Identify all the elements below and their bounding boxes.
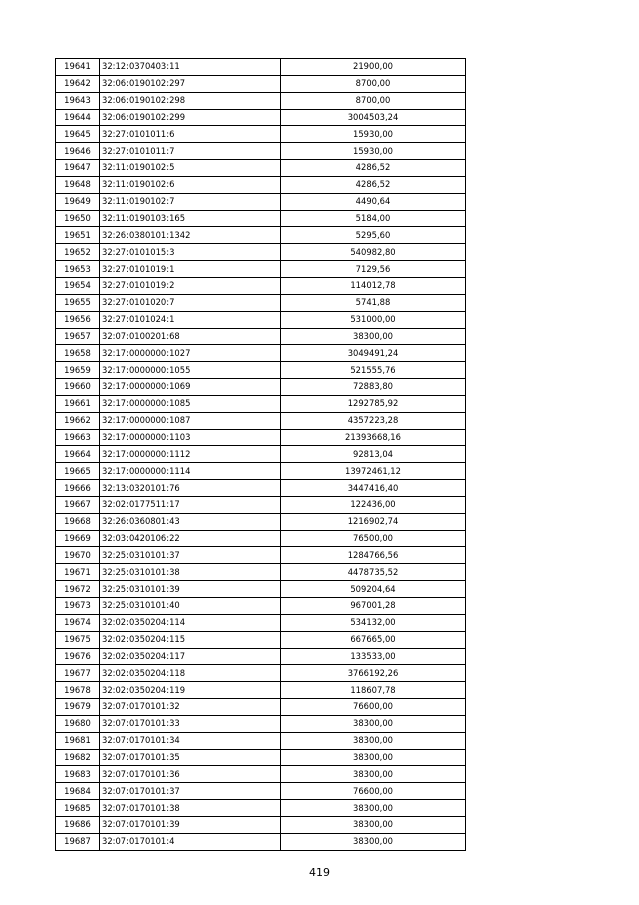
value-cell: 72883,80 — [281, 379, 466, 396]
row-number-cell: 19682 — [56, 749, 100, 766]
value-cell: 7129,56 — [281, 261, 466, 278]
table-row — [56, 715, 466, 732]
cadastral-number-cell: 32:02:0350204:114 — [100, 614, 281, 631]
cadastral-number-cell: 32:27:0101011:6 — [100, 126, 281, 143]
value-cell: 3447416,40 — [281, 480, 466, 497]
row-number-cell: 19665 — [56, 463, 100, 480]
row-number-cell: 19663 — [56, 429, 100, 446]
cadastral-number-cell: 32:02:0350204:117 — [100, 648, 281, 665]
row-number-cell: 19650 — [56, 210, 100, 227]
row-number-cell: 19651 — [56, 227, 100, 244]
value-cell: 540982,80 — [281, 244, 466, 261]
table-row — [56, 480, 466, 497]
row-number-cell: 19686 — [56, 816, 100, 833]
table-row — [56, 598, 466, 615]
value-cell: 4286,52 — [281, 160, 466, 177]
cadastral-number-cell: 32:27:0101015:3 — [100, 244, 281, 261]
table-row — [56, 665, 466, 682]
row-number-cell: 19683 — [56, 766, 100, 783]
table-row — [56, 143, 466, 160]
value-cell: 8700,00 — [281, 75, 466, 92]
row-number-cell: 19670 — [56, 547, 100, 564]
table-row — [56, 126, 466, 143]
table-row — [56, 816, 466, 833]
table-row — [56, 328, 466, 345]
table-row — [56, 463, 466, 480]
cadastral-number-cell: 32:06:0190102:297 — [100, 75, 281, 92]
table-row — [56, 648, 466, 665]
row-number-cell: 19679 — [56, 699, 100, 716]
cadastral-number-cell: 32:11:0190102:7 — [100, 193, 281, 210]
table-row — [56, 631, 466, 648]
row-number-cell: 19671 — [56, 564, 100, 581]
row-number-cell: 19654 — [56, 277, 100, 294]
table-row — [56, 496, 466, 513]
table-row — [56, 530, 466, 547]
table-row — [56, 732, 466, 749]
cadastral-number-cell: 32:06:0190102:299 — [100, 109, 281, 126]
table-row — [56, 92, 466, 109]
row-number-cell: 19664 — [56, 446, 100, 463]
value-cell: 4478735,52 — [281, 564, 466, 581]
value-cell: 5741,88 — [281, 294, 466, 311]
cadastral-number-cell: 32:02:0177511:17 — [100, 496, 281, 513]
row-number-cell: 19659 — [56, 362, 100, 379]
value-cell: 1216902,74 — [281, 513, 466, 530]
value-cell: 3766192,26 — [281, 665, 466, 682]
table-row — [56, 513, 466, 530]
table-row — [56, 547, 466, 564]
cadastral-number-cell: 32:11:0190102:5 — [100, 160, 281, 177]
value-cell: 5184,00 — [281, 210, 466, 227]
cadastral-number-cell: 32:27:0101019:1 — [100, 261, 281, 278]
value-cell: 76500,00 — [281, 530, 466, 547]
cadastral-number-cell: 32:07:0170101:32 — [100, 699, 281, 716]
table-row — [56, 210, 466, 227]
row-number-cell: 19642 — [56, 75, 100, 92]
cadastral-number-cell: 32:07:0170101:38 — [100, 800, 281, 817]
table-row — [56, 261, 466, 278]
row-number-cell: 19666 — [56, 480, 100, 497]
table-row — [56, 277, 466, 294]
cadastral-number-cell: 32:03:0420106:22 — [100, 530, 281, 547]
cadastral-number-cell: 32:27:0101019:2 — [100, 277, 281, 294]
table-row — [56, 800, 466, 817]
cadastral-number-cell: 32:17:0000000:1069 — [100, 379, 281, 396]
row-number-cell: 19687 — [56, 833, 100, 850]
value-cell: 15930,00 — [281, 126, 466, 143]
row-number-cell: 19653 — [56, 261, 100, 278]
value-cell: 21900,00 — [281, 59, 466, 76]
row-number-cell: 19668 — [56, 513, 100, 530]
table-row — [56, 176, 466, 193]
row-number-cell: 19672 — [56, 581, 100, 598]
value-cell: 531000,00 — [281, 311, 466, 328]
cadastral-number-cell: 32:26:0360801:43 — [100, 513, 281, 530]
table-row — [56, 362, 466, 379]
value-cell: 38300,00 — [281, 328, 466, 345]
table-row — [56, 682, 466, 699]
row-number-cell: 19681 — [56, 732, 100, 749]
row-number-cell: 19655 — [56, 294, 100, 311]
row-number-cell: 19661 — [56, 395, 100, 412]
value-cell: 38300,00 — [281, 800, 466, 817]
cadastral-number-cell: 32:17:0000000:1103 — [100, 429, 281, 446]
value-cell: 1292785,92 — [281, 395, 466, 412]
cadastral-number-cell: 32:12:0370403:11 — [100, 59, 281, 76]
table-body — [56, 59, 466, 851]
cadastral-number-cell: 32:17:0000000:1114 — [100, 463, 281, 480]
row-number-cell: 19662 — [56, 412, 100, 429]
value-cell: 4357223,28 — [281, 412, 466, 429]
table-row — [56, 564, 466, 581]
cadastral-number-cell: 32:07:0170101:35 — [100, 749, 281, 766]
value-cell: 1284766,56 — [281, 547, 466, 564]
table-row — [56, 75, 466, 92]
value-cell: 967001,28 — [281, 598, 466, 615]
table-row — [56, 699, 466, 716]
cadastral-number-cell: 32:27:0101020:7 — [100, 294, 281, 311]
value-cell: 521555,76 — [281, 362, 466, 379]
cadastral-number-cell: 32:07:0170101:36 — [100, 766, 281, 783]
cadastral-number-cell: 32:02:0350204:118 — [100, 665, 281, 682]
row-number-cell: 19644 — [56, 109, 100, 126]
cadastral-number-cell: 32:07:0170101:4 — [100, 833, 281, 850]
row-number-cell: 19678 — [56, 682, 100, 699]
cadastral-number-cell: 32:11:0190103:165 — [100, 210, 281, 227]
table-row — [56, 109, 466, 126]
table-row — [56, 412, 466, 429]
page-number: 419 — [309, 866, 330, 879]
value-cell: 534132,00 — [281, 614, 466, 631]
cadastral-number-cell: 32:17:0000000:1112 — [100, 446, 281, 463]
value-cell: 15930,00 — [281, 143, 466, 160]
table-row — [56, 59, 466, 76]
row-number-cell: 19641 — [56, 59, 100, 76]
row-number-cell: 19684 — [56, 783, 100, 800]
cadastral-value-table — [55, 58, 466, 851]
value-cell: 122436,00 — [281, 496, 466, 513]
row-number-cell: 19646 — [56, 143, 100, 160]
cadastral-number-cell: 32:07:0100201:68 — [100, 328, 281, 345]
table-row — [56, 244, 466, 261]
row-number-cell: 19656 — [56, 311, 100, 328]
row-number-cell: 19643 — [56, 92, 100, 109]
table-row — [56, 311, 466, 328]
table-row — [56, 193, 466, 210]
row-number-cell: 19673 — [56, 598, 100, 615]
cadastral-number-cell: 32:07:0170101:33 — [100, 715, 281, 732]
cadastral-number-cell: 32:25:0310101:37 — [100, 547, 281, 564]
table-row — [56, 294, 466, 311]
row-number-cell: 19647 — [56, 160, 100, 177]
cadastral-number-cell: 32:02:0350204:119 — [100, 682, 281, 699]
table-row — [56, 345, 466, 362]
cadastral-number-cell: 32:27:0101024:1 — [100, 311, 281, 328]
row-number-cell: 19667 — [56, 496, 100, 513]
cadastral-number-cell: 32:26:0380101:1342 — [100, 227, 281, 244]
value-cell: 21393668,16 — [281, 429, 466, 446]
table-row — [56, 766, 466, 783]
table-row — [56, 446, 466, 463]
cadastral-number-cell: 32:25:0310101:40 — [100, 598, 281, 615]
row-number-cell: 19674 — [56, 614, 100, 631]
value-cell: 38300,00 — [281, 732, 466, 749]
value-cell: 38300,00 — [281, 816, 466, 833]
table-row — [56, 614, 466, 631]
table-row — [56, 581, 466, 598]
row-number-cell: 19660 — [56, 379, 100, 396]
value-cell: 76600,00 — [281, 783, 466, 800]
row-number-cell: 19658 — [56, 345, 100, 362]
table-row — [56, 379, 466, 396]
cadastral-number-cell: 32:27:0101011:7 — [100, 143, 281, 160]
value-cell: 509204,64 — [281, 581, 466, 598]
cadastral-number-cell: 32:17:0000000:1085 — [100, 395, 281, 412]
cadastral-number-cell: 32:17:0000000:1027 — [100, 345, 281, 362]
cadastral-number-cell: 32:07:0170101:39 — [100, 816, 281, 833]
cadastral-number-cell: 32:25:0310101:39 — [100, 581, 281, 598]
value-cell: 4490,64 — [281, 193, 466, 210]
table-row — [56, 429, 466, 446]
table-row — [56, 833, 466, 850]
cadastral-number-cell: 32:06:0190102:298 — [100, 92, 281, 109]
value-cell: 4286,52 — [281, 176, 466, 193]
value-cell: 133533,00 — [281, 648, 466, 665]
cadastral-number-cell: 32:25:0310101:38 — [100, 564, 281, 581]
row-number-cell: 19676 — [56, 648, 100, 665]
row-number-cell: 19652 — [56, 244, 100, 261]
row-number-cell: 19649 — [56, 193, 100, 210]
row-number-cell: 19669 — [56, 530, 100, 547]
value-cell: 38300,00 — [281, 833, 466, 850]
value-cell: 38300,00 — [281, 715, 466, 732]
cadastral-number-cell: 32:17:0000000:1087 — [100, 412, 281, 429]
table-row — [56, 395, 466, 412]
value-cell: 76600,00 — [281, 699, 466, 716]
cadastral-number-cell: 32:17:0000000:1055 — [100, 362, 281, 379]
cadastral-number-cell: 32:11:0190102:6 — [100, 176, 281, 193]
cadastral-number-cell: 32:13:0320101:76 — [100, 480, 281, 497]
value-cell: 8700,00 — [281, 92, 466, 109]
value-cell: 118607,78 — [281, 682, 466, 699]
table-row — [56, 160, 466, 177]
table-row — [56, 227, 466, 244]
value-cell: 667665,00 — [281, 631, 466, 648]
value-cell: 38300,00 — [281, 749, 466, 766]
row-number-cell: 19677 — [56, 665, 100, 682]
table-row — [56, 749, 466, 766]
row-number-cell: 19685 — [56, 800, 100, 817]
value-cell: 13972461,12 — [281, 463, 466, 480]
value-cell: 92813,04 — [281, 446, 466, 463]
cadastral-number-cell: 32:07:0170101:34 — [100, 732, 281, 749]
value-cell: 38300,00 — [281, 766, 466, 783]
value-cell: 114012,78 — [281, 277, 466, 294]
row-number-cell: 19657 — [56, 328, 100, 345]
cadastral-number-cell: 32:02:0350204:115 — [100, 631, 281, 648]
value-cell: 3004503,24 — [281, 109, 466, 126]
value-cell: 3049491,24 — [281, 345, 466, 362]
cadastral-number-cell: 32:07:0170101:37 — [100, 783, 281, 800]
row-number-cell: 19680 — [56, 715, 100, 732]
row-number-cell: 19675 — [56, 631, 100, 648]
table-row — [56, 783, 466, 800]
row-number-cell: 19648 — [56, 176, 100, 193]
row-number-cell: 19645 — [56, 126, 100, 143]
value-cell: 5295,60 — [281, 227, 466, 244]
